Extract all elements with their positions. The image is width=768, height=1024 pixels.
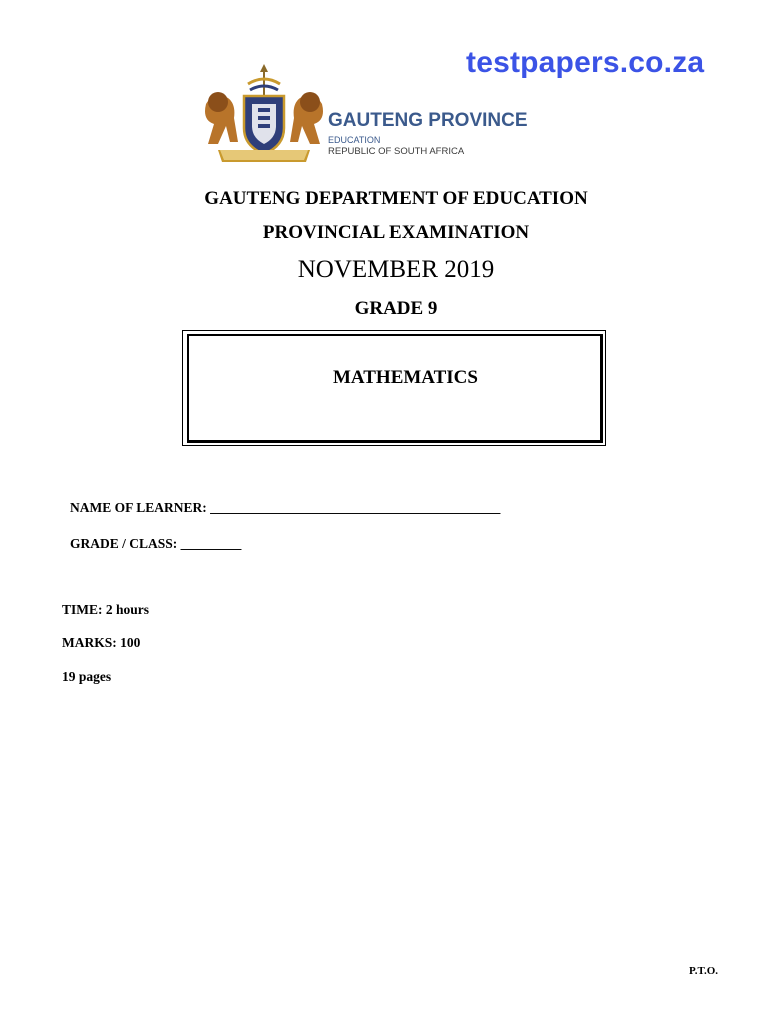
- marks-info: MARKS: 100: [62, 635, 141, 650]
- exam-date: NOVEMBER 2019: [297, 256, 495, 283]
- time-info: TIME: 2 hours: [62, 602, 150, 617]
- pages-info: 19 pages: [62, 669, 112, 684]
- logo-province-name: GAUTENG PROVINCE: [328, 110, 528, 131]
- subject-box: [182, 330, 606, 446]
- coat-of-arms-icon: [178, 64, 328, 166]
- watermark-text: testpapers.co.za: [466, 46, 705, 79]
- logo-country: REPUBLIC OF SOUTH AFRICA: [328, 146, 465, 157]
- gauteng-logo: [178, 64, 530, 166]
- logo-department: EDUCATION: [328, 135, 381, 145]
- pto-label: P.T.O.: [689, 965, 719, 977]
- exam-type: PROVINCIAL EXAMINATION: [262, 222, 530, 243]
- grade-level: GRADE 9: [354, 298, 438, 319]
- department-title: GAUTENG DEPARTMENT OF EDUCATION: [204, 188, 588, 209]
- subject-title: MATHEMATICS: [333, 367, 478, 388]
- name-of-learner-field: NAME OF LEARNER: ___________________________________________: [70, 500, 501, 515]
- grade-class-field: GRADE / CLASS: _________: [70, 536, 242, 551]
